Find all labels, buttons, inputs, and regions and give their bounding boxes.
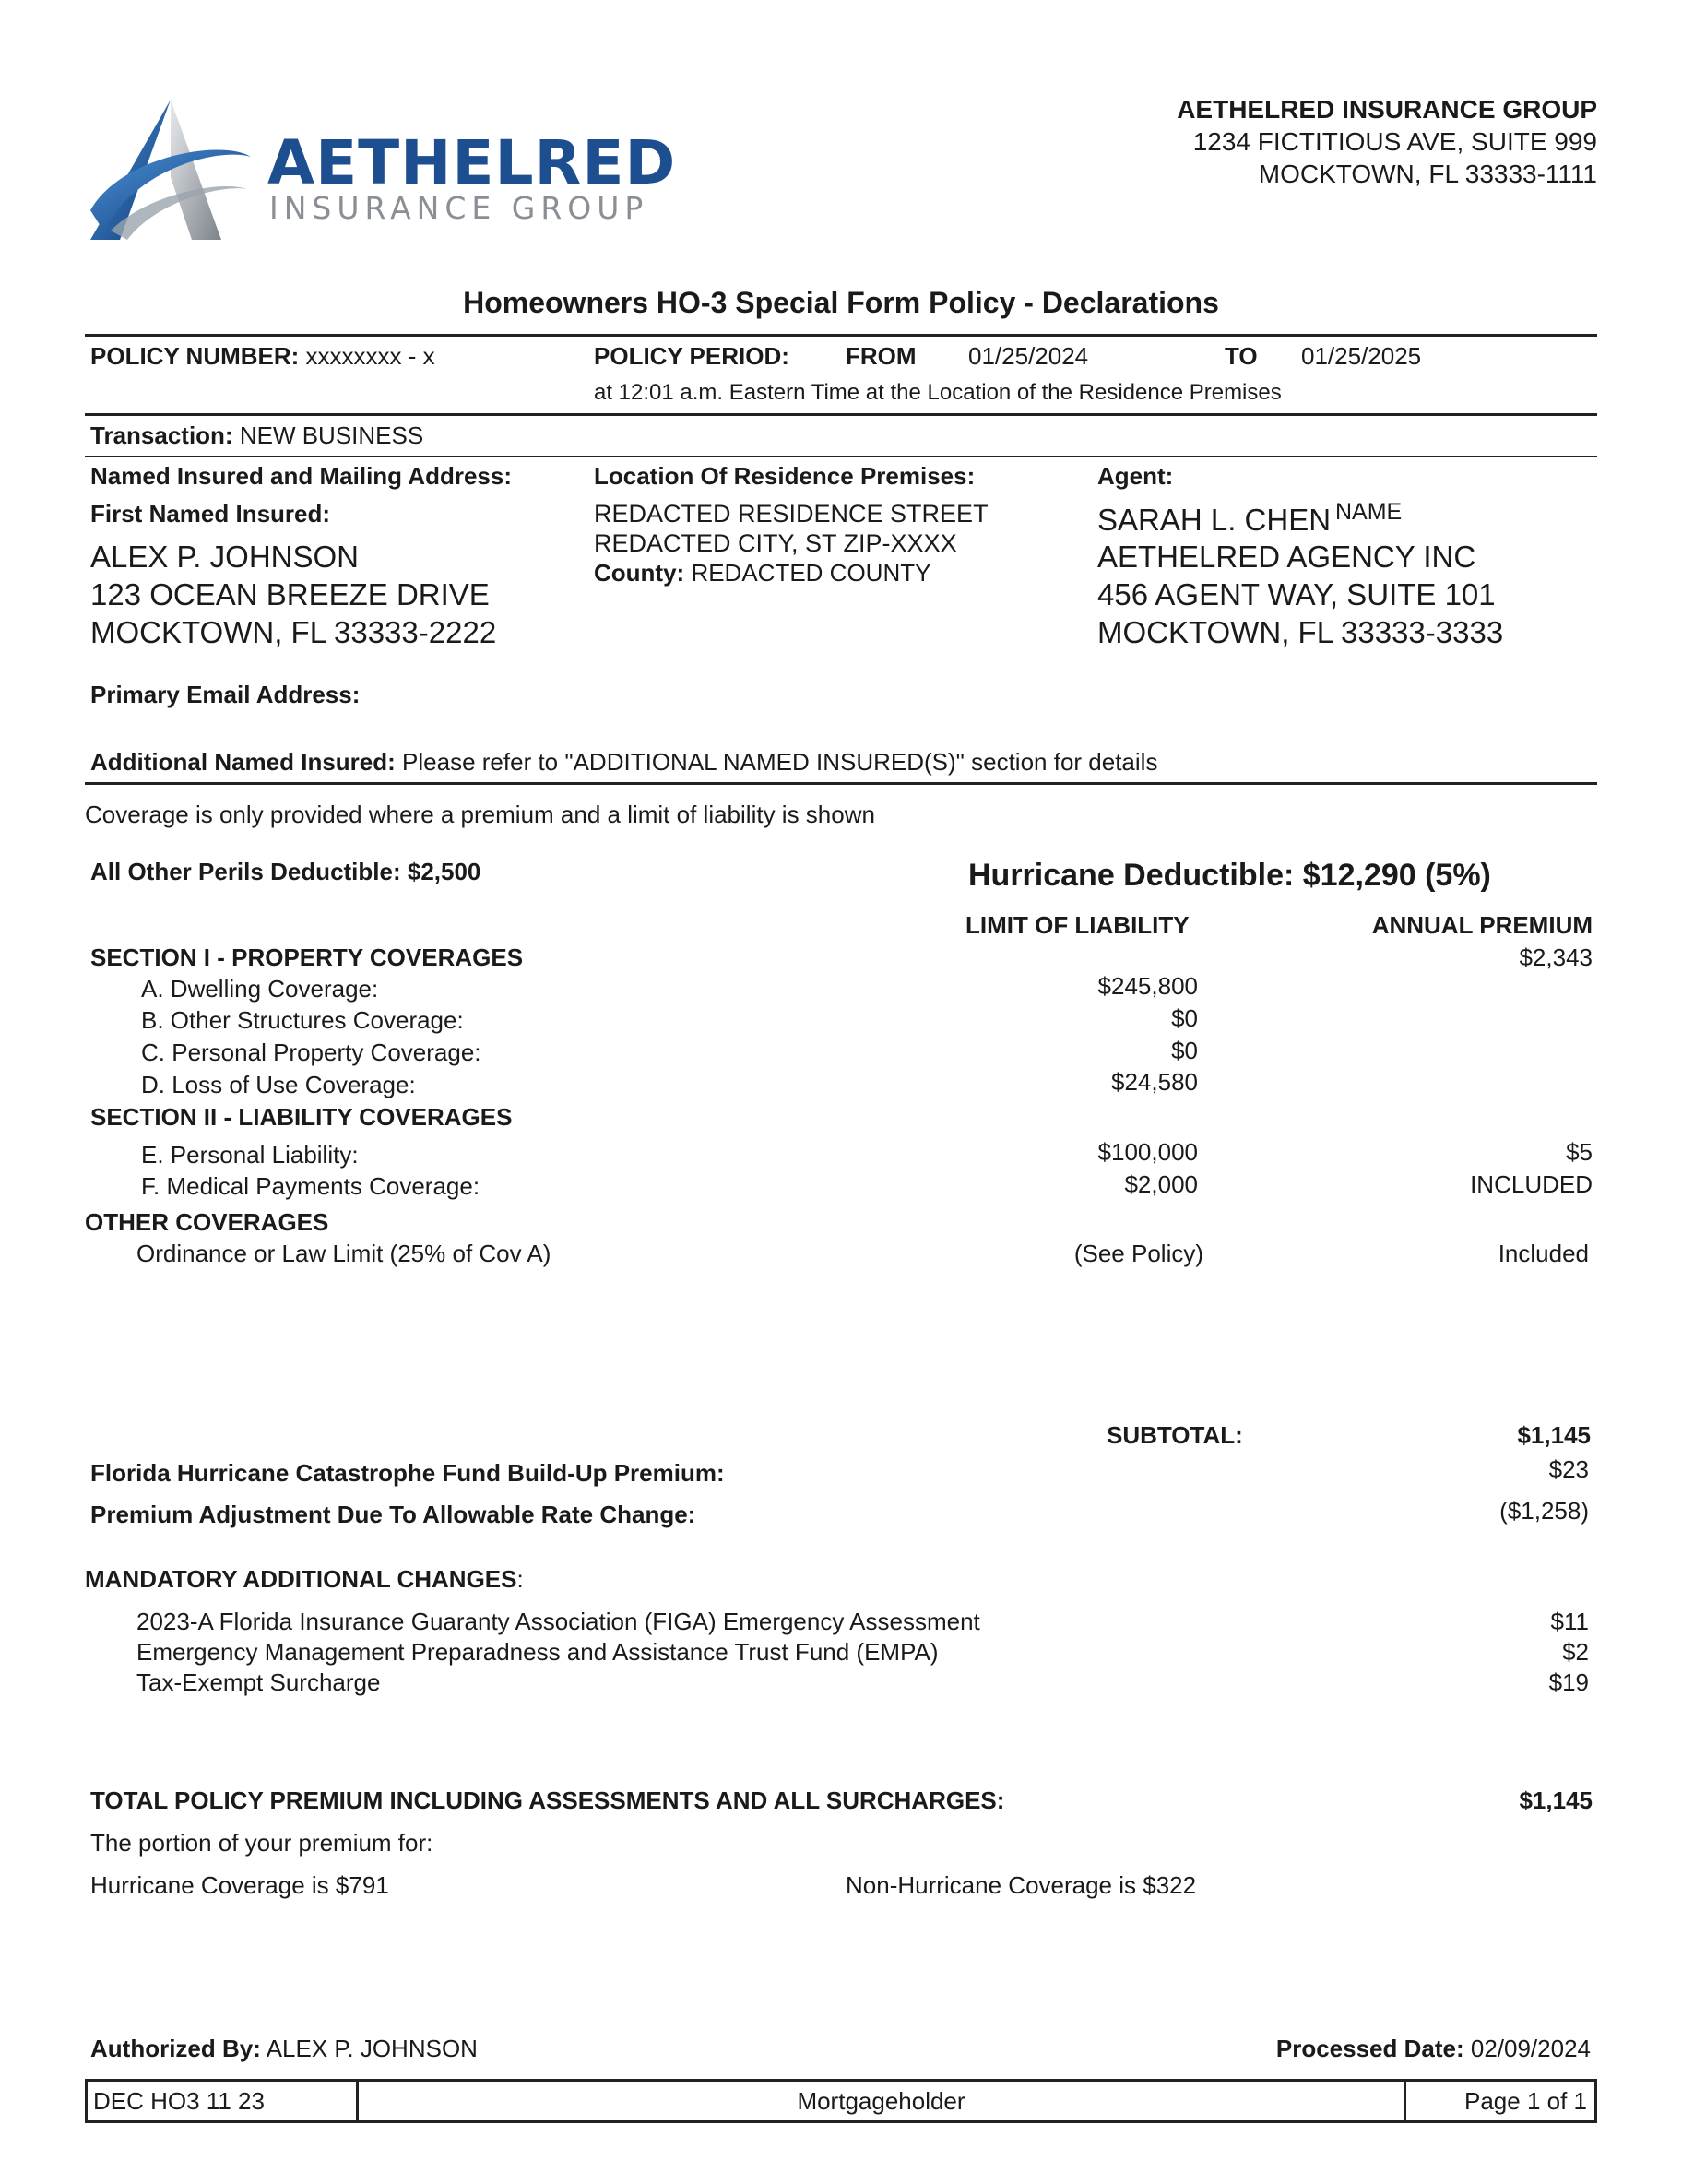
form-code: DEC HO3 11 23 [93, 2087, 265, 2115]
dwelling-label: A. Dwelling Coverage: [141, 975, 379, 1003]
personal-liability-limit: $100,000 [1097, 1138, 1198, 1166]
divider [85, 413, 1597, 416]
medical-payments-label: F. Medical Payments Coverage: [141, 1172, 480, 1200]
authorized-by-label: Authorized By: [90, 2035, 261, 2062]
mandatory-title-colon: : [516, 1565, 524, 1593]
location-city: REDACTED CITY, ST ZIP-XXXX [594, 529, 957, 557]
divider [85, 782, 1597, 785]
figa-amount: $11 [1550, 1608, 1589, 1635]
additional-insured-text: Please refer to "ADDITIONAL NAMED INSURED(S)" section for details [402, 748, 1158, 776]
logo-emblem-icon [83, 92, 258, 249]
hurricane-coverage-label: Hurricane Coverage is [90, 1871, 329, 1899]
other-structures-limit: $0 [1171, 1004, 1198, 1032]
agent-agency: AETHELRED AGENCY INC [1097, 540, 1476, 574]
processed-date [1276, 2035, 1591, 2063]
insured-name: ALEX P. JOHNSON [90, 540, 359, 574]
location-street: REDACTED RESIDENCE STREET [594, 500, 989, 528]
location-county [594, 559, 930, 588]
personal-liability-premium: $5 [1566, 1138, 1593, 1166]
subtotal-amount: $1,145 [1517, 1421, 1591, 1449]
copy-designation: Mortgageholder [356, 2082, 1406, 2120]
total-premium-amount: $1,145 [1519, 1786, 1593, 1814]
ordinance-law-limit: (See Policy) [1073, 1240, 1203, 1267]
transaction-label: Transaction: [90, 421, 233, 449]
policy-number-label: POLICY NUMBER: [90, 342, 300, 370]
premium-portion-label: The portion of your premium for: [90, 1829, 433, 1857]
transaction-value: NEW BUSINESS [239, 421, 424, 449]
company-name: AETHELRED INSURANCE GROUP [1177, 95, 1597, 124]
insured-section-label: Named Insured and Mailing Address: [90, 462, 513, 490]
footer-form-box [85, 2079, 1597, 2123]
medical-payments-limit: $2,000 [1124, 1170, 1198, 1198]
non-hurricane-coverage: Non-Hurricane Coverage is $322 [846, 1871, 1197, 1899]
policy-to-label: TO [1225, 342, 1258, 370]
page-number: Page 1 of 1 [1464, 2087, 1587, 2115]
policy-number [90, 342, 435, 371]
insured-street: 123 OCEAN BREEZE DRIVE [90, 577, 490, 611]
rate-adjustment-label: Premium Adjustment Due To Allowable Rate Change: [90, 1501, 696, 1528]
first-named-insured-label: First Named Insured: [90, 500, 331, 528]
hurricane-coverage [90, 1871, 389, 1900]
county-value: REDACTED COUNTY [691, 559, 931, 587]
loss-of-use-limit: $24,580 [1111, 1068, 1198, 1096]
personal-liability-label: E. Personal Liability: [141, 1141, 359, 1169]
tax-exempt-amount: $19 [1548, 1668, 1589, 1696]
policy-from-label: FROM [846, 342, 917, 370]
limit-column-header: LIMIT OF LIABILITY [965, 911, 1190, 939]
policy-period-note: at 12:01 a.m. Eastern Time at the Location of the Residence Premises [594, 380, 1282, 405]
agent-street: 456 AGENT WAY, SUITE 101 [1097, 577, 1496, 611]
company-logo [83, 92, 258, 249]
empa-amount: $2 [1562, 1638, 1589, 1666]
figa-label: 2023-A Florida Insurance Guaranty Association (FIGA) Emergency Assessment [136, 1608, 980, 1635]
policy-number-value: xxxxxxxx - x [305, 342, 435, 370]
personal-property-label: C. Personal Property Coverage: [141, 1039, 481, 1066]
insured-city: MOCKTOWN, FL 33333-2222 [90, 615, 497, 649]
mandatory-title [85, 1565, 524, 1594]
location-label: Location Of Residence Premises: [594, 462, 976, 490]
total-premium-label: TOTAL POLICY PREMIUM INCLUDING ASSESSMENTS AND ALL SURCHARGES: [90, 1786, 1005, 1814]
policy-from-date: 01/25/2024 [968, 342, 1089, 370]
authorized-by-name: ALEX P. JOHNSON [266, 2035, 478, 2062]
medical-payments-premium: INCLUDED [1470, 1170, 1593, 1198]
additional-insured [90, 748, 1157, 777]
company-address-line2: MOCKTOWN, FL 33333-1111 [1258, 160, 1597, 188]
subtotal-label: SUBTOTAL: [1107, 1421, 1243, 1449]
section1-title: SECTION I - PROPERTY COVERAGES [90, 944, 524, 971]
rate-adjustment-amount: ($1,258) [1499, 1497, 1589, 1525]
divider [85, 334, 1597, 337]
other-structures-label: B. Other Structures Coverage: [141, 1006, 464, 1034]
coverage-note: Coverage is only provided where a premium and a limit of liability is shown [85, 801, 875, 828]
agent-name-tag: NAME [1335, 499, 1403, 525]
additional-insured-label: Additional Named Insured: [90, 748, 396, 776]
logo-subtitle: INSURANCE GROUP [269, 190, 649, 226]
empa-label: Emergency Management Preparadness and Assistance Trust Fund (EMPA) [136, 1638, 939, 1666]
form-title: Homeowners HO-3 Special Form Policy - Declarations [463, 286, 1219, 319]
policy-period-label: POLICY PERIOD: [594, 342, 789, 370]
email-label: Primary Email Address: [90, 681, 361, 708]
divider [85, 456, 1597, 457]
tax-exempt-label: Tax-Exempt Surcharge [136, 1668, 381, 1696]
aop-deductible: All Other Perils Deductible: $2,500 [90, 858, 481, 885]
agent-name: SARAH L. CHEN [1097, 503, 1332, 537]
logo-wordmark: AETHELRED [267, 127, 677, 198]
hurricane-deductible: Hurricane Deductible: $12,290 (5%) [968, 858, 1491, 893]
processed-date-value: 02/09/2024 [1470, 2035, 1591, 2062]
transaction [90, 421, 423, 450]
other-coverages-title: OTHER COVERAGES [85, 1208, 329, 1236]
personal-property-limit: $0 [1171, 1037, 1198, 1064]
company-address-line1: 1234 FICTITIOUS AVE, SUITE 999 [1192, 127, 1597, 156]
mandatory-title-text: MANDATORY ADDITIONAL CHANGES [85, 1565, 517, 1593]
agent-label: Agent: [1097, 462, 1174, 490]
authorized-by [90, 2035, 478, 2063]
fhcf-amount: $23 [1548, 1455, 1589, 1483]
section1-premium: $2,343 [1519, 944, 1593, 971]
dwelling-limit: $245,800 [1097, 972, 1198, 1000]
processed-date-label: Processed Date: [1275, 2035, 1464, 2062]
policy-to-date: 01/25/2025 [1301, 342, 1422, 370]
ordinance-law-label: Ordinance or Law Limit (25% of Cov A) [136, 1240, 551, 1267]
fhcf-label: Florida Hurricane Catastrophe Fund Build-Up Premium: [90, 1459, 725, 1487]
agent-city: MOCKTOWN, FL 33333-3333 [1097, 615, 1504, 649]
loss-of-use-label: D. Loss of Use Coverage: [141, 1071, 416, 1098]
premium-column-header: ANNUAL PREMIUM [1371, 911, 1593, 939]
hurricane-coverage-amount: $791 [335, 1871, 389, 1899]
ordinance-law-premium: Included [1498, 1240, 1589, 1267]
section2-title: SECTION II - LIABILITY COVERAGES [90, 1103, 513, 1131]
county-label: County: [594, 559, 685, 587]
